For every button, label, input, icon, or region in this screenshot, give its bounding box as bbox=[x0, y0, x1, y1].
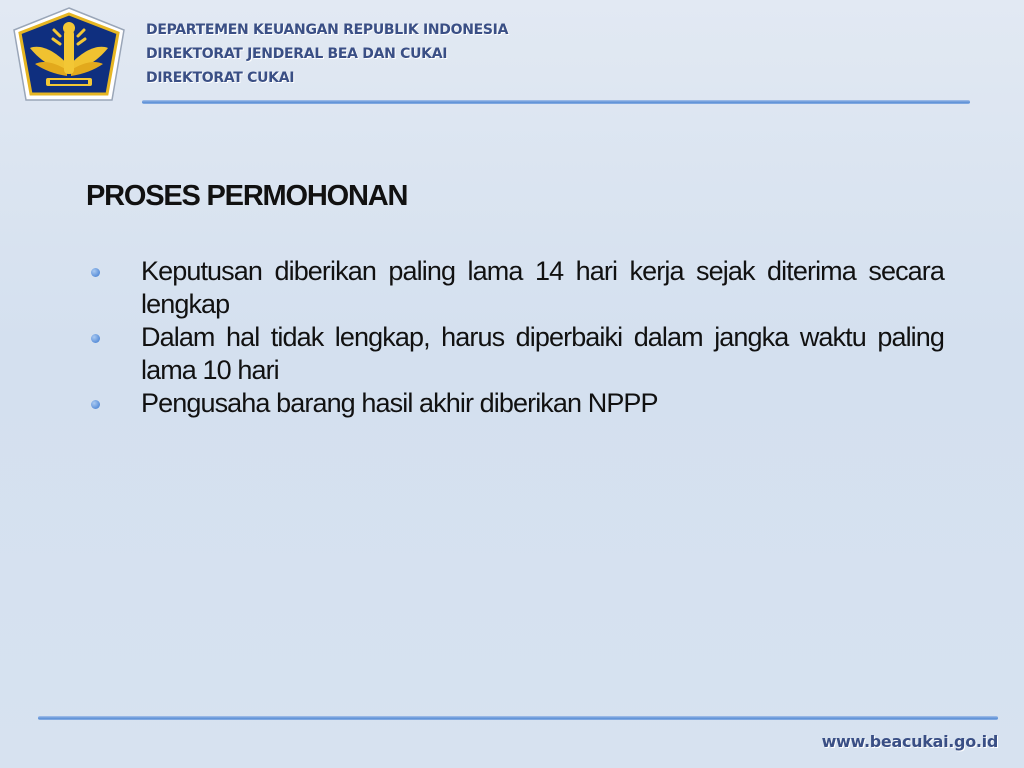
header-organization-lines bbox=[146, 18, 508, 90]
bullet-text: Keputusan diberikan paling lama 14 hari kerja sejak diterima secara lengkap bbox=[141, 256, 944, 319]
list-item bbox=[88, 321, 944, 387]
header-divider bbox=[142, 100, 970, 104]
slide-title: PROSES PERMOHONAN bbox=[86, 180, 408, 212]
bullet-text: Dalam hal tidak lengkap, harus diperbaiki dalam jangka waktu paling lama 10 hari bbox=[141, 322, 944, 385]
bullet-text: Pengusaha barang hasil akhir diberikan NPPP bbox=[141, 388, 658, 418]
bullet-list bbox=[88, 255, 944, 420]
ministry-of-finance-logo-icon bbox=[10, 6, 128, 112]
header-line-directorate: DIREKTORAT CUKAI bbox=[146, 70, 295, 86]
footer-divider bbox=[38, 716, 998, 720]
footer-website-link[interactable]: www.beacukai.go.id bbox=[821, 732, 998, 751]
bullet-icon bbox=[91, 334, 100, 343]
list-item bbox=[88, 255, 944, 321]
bullet-icon bbox=[91, 400, 100, 409]
bullet-icon bbox=[91, 268, 100, 277]
header-line-directorate-general: DIREKTORAT JENDERAL BEA DAN CUKAI bbox=[146, 46, 448, 62]
list-item bbox=[88, 387, 944, 420]
header-line-ministry: DEPARTEMEN KEUANGAN REPUBLIK INDONESIA bbox=[146, 22, 509, 38]
